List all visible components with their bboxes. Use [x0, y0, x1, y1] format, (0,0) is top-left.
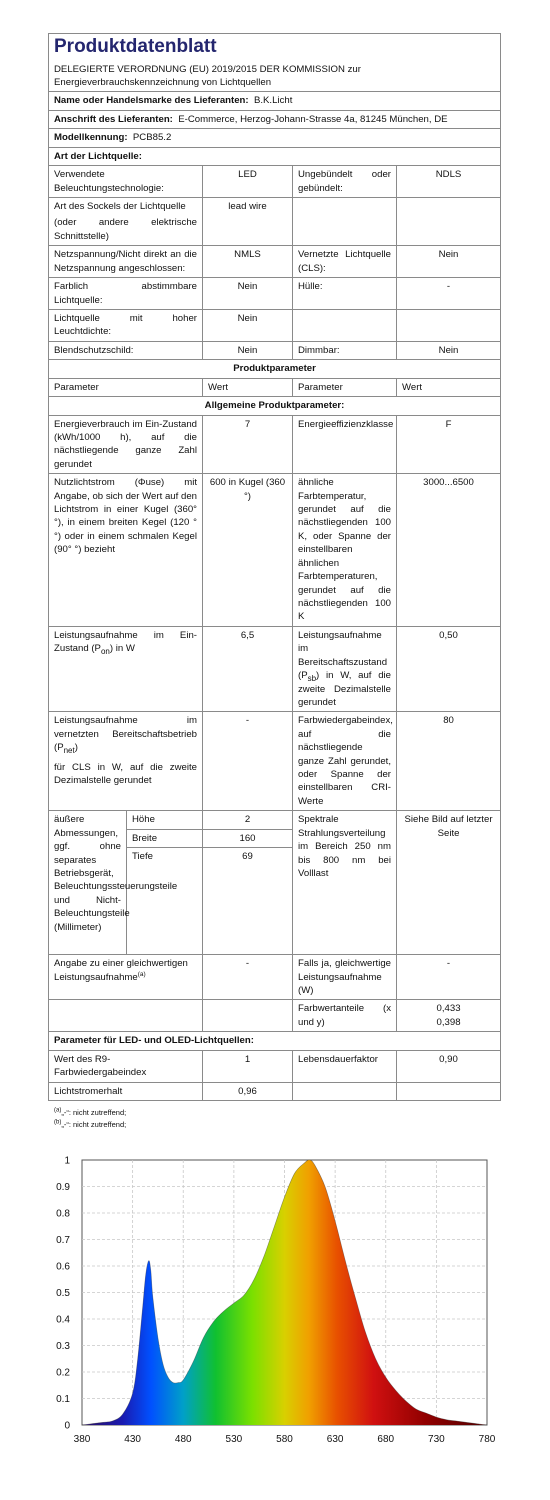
pnet-label-sub: net	[63, 746, 75, 756]
beam-label: Ungebündelt oder gebündelt:	[293, 166, 397, 198]
y-tick-label: 0.2	[56, 1367, 70, 1379]
supplier-address-label: Anschrift des Lieferanten:	[54, 113, 173, 125]
pon-label-sub: on	[100, 647, 110, 657]
pon-value: 6,5	[203, 626, 293, 712]
spd-value: Siehe Bild auf letzter Seite	[397, 811, 501, 955]
spd-label: Spektrale Strahlungsverteilung im Bereich 250 nm bis 800 nm bei Volllast	[293, 811, 397, 955]
equiv-label	[49, 955, 203, 1000]
footnote-a-text: „-“: nicht zutreffend;	[61, 1107, 127, 1117]
model-value: PCB85.2	[132, 132, 172, 144]
psb-label-sub: sb	[307, 674, 317, 683]
led-parameters-heading: Parameter für LED- und OLED-Lichtquellen:	[49, 1032, 501, 1050]
table-row	[49, 955, 501, 1000]
y-tick-label: 0.4	[56, 1314, 70, 1326]
y-tick-label: 0.8	[56, 1208, 70, 1220]
psb-label	[293, 626, 397, 712]
psb-label-text: Leistungsaufnahme im Bereitschaftszustand (P	[298, 629, 388, 682]
r9-value: 1	[203, 1050, 293, 1082]
cct-value: 3000...6500	[397, 474, 501, 627]
dim-height-label: Höhe	[127, 811, 203, 829]
empty-cell	[397, 1082, 501, 1100]
x-tick-label: 530	[225, 1434, 243, 1445]
table-row	[49, 1000, 501, 1032]
x-tick-label: 630	[326, 1434, 344, 1445]
flux-value: 600 in Kugel (360 °)	[203, 474, 293, 627]
pnet-label-note: für CLS in W, auf die zweite Dezimalstelle gerundet	[54, 761, 197, 787]
envelope-value: -	[397, 278, 501, 310]
table-row	[49, 1082, 501, 1100]
datasheet-table	[48, 33, 501, 1101]
general-parameters-heading: Allgemeine Produktparameter:	[49, 397, 501, 415]
cct-label: ähnliche Farbtemperatur, gerundet auf die nächstliegenden 100 K, oder Spanne der einstellbaren ähnlichen Farbtemperaturen, gerundet auf die nächstliegenden 100 K	[293, 474, 397, 627]
pnet-label	[49, 712, 203, 811]
table-row	[49, 415, 501, 474]
equiv2-value: -	[397, 955, 501, 1000]
tech-value: LED	[203, 166, 293, 198]
supplier-name-label: Name oder Handelsmarke des Lieferanten:	[54, 95, 249, 107]
tunable-label: Farblich abstimmbare Lichtquelle:	[49, 278, 203, 310]
y-tick-label: 0.7	[56, 1235, 70, 1246]
empty-cell	[203, 1000, 293, 1032]
footnote-b-text: „-“: nicht zutreffend;	[61, 1119, 127, 1129]
table-row	[49, 341, 501, 359]
pnet-label-text: Leistungsaufnahme im vernetzten Bereitschaftsbetrieb (P	[54, 715, 197, 754]
regulation-intro: DELEGIERTE VERORDNUNG (EU) 2019/2015 DER KOMMISSION zur Energieverbrauchskennzeichnung von Lichtquellen	[49, 63, 501, 92]
dim-depth-value: 69	[203, 848, 293, 955]
supplier-address-row	[49, 110, 501, 128]
col-header-parameter-2: Parameter	[293, 378, 397, 396]
socket-value: lead wire	[203, 198, 293, 246]
y-tick-label: 0.1	[56, 1394, 70, 1405]
table-row	[49, 712, 501, 811]
mains-value: NMLS	[203, 246, 293, 278]
x-tick-label: 430	[124, 1434, 141, 1445]
dim-width-label: Breite	[127, 829, 203, 847]
equiv-label-sup: (a)	[137, 970, 146, 978]
empty-cell	[397, 198, 501, 246]
equiv-label-text: Angabe zu einer gleichwertigen Leistungsaufnahme	[54, 958, 188, 983]
pon-label	[49, 626, 203, 712]
footnotes	[48, 1107, 500, 1131]
beam-value: NDLS	[397, 166, 501, 198]
spectral-distribution-chart	[0, 1140, 550, 1460]
high-luminance-value: Nein	[203, 309, 293, 341]
dimmable-value: Nein	[397, 341, 501, 359]
table-row	[49, 474, 501, 627]
energy-label: Energieverbrauch im Ein-Zustand (kWh/1000 h), auf die nächstliegende ganze Zahl gerundet	[49, 415, 203, 474]
y-tick-label: 0	[64, 1420, 70, 1432]
product-data-sheet	[48, 33, 500, 1131]
y-tick-label: 0.5	[56, 1288, 70, 1299]
product-parameters-heading: Produktparameter	[49, 360, 501, 378]
dimmable-label: Dimmbar:	[293, 341, 397, 359]
equiv-value: -	[203, 955, 293, 1000]
pnet-value: -	[203, 712, 293, 811]
glare-value: Nein	[203, 341, 293, 359]
chroma-x: 0,433	[436, 1003, 461, 1015]
socket-label: Art des Sockels der Lichtquelle	[54, 201, 186, 213]
flux-label: Nutzlichtstrom (Φuse) mit Angabe, ob sich der Wert auf den Lichtstrom in einer Kugel (360° °), in einem breiten Kegel (120 °°) oder in einem schmalen Kegel (90° °) bezieht	[49, 474, 203, 627]
model-row	[49, 129, 501, 147]
empty-cell	[293, 309, 397, 341]
light-source-type-heading: Art der Lichtquelle:	[49, 147, 501, 165]
table-row	[49, 1050, 501, 1082]
cls-value: Nein	[397, 246, 501, 278]
empty-cell	[49, 1000, 203, 1032]
footnote-a	[54, 1107, 500, 1119]
empty-cell	[293, 198, 397, 246]
tech-label: Verwendete Beleuchtungstechnologie:	[49, 166, 203, 198]
cri-value: 80	[397, 712, 501, 811]
chroma-values	[397, 1000, 501, 1032]
col-header-value: Wert	[203, 378, 293, 396]
y-tick-label: 0.9	[56, 1182, 70, 1193]
page-title: Produktdatenblatt	[49, 34, 501, 63]
x-tick-label: 780	[478, 1434, 496, 1445]
y-tick-label: 1	[64, 1155, 70, 1167]
x-tick-label: 380	[73, 1434, 91, 1445]
table-row	[49, 166, 501, 198]
mains-label: Netzspannung/Nicht direkt an die Netzspannung angeschlossen:	[49, 246, 203, 278]
dim-depth-label: Tiefe	[127, 848, 203, 955]
glare-label: Blendschutzschild:	[49, 341, 203, 359]
energy-value: 7	[203, 415, 293, 474]
dim-height-value: 2	[203, 811, 293, 829]
energy-class-label: Energieeffizienzklasse	[293, 415, 397, 474]
cri-label: Farbwiedergabeindex, auf die nächstliegende ganze Zahl gerundet, oder Spanne der einstellbaren CRI-Werte	[293, 712, 397, 811]
chroma-y: 0,398	[436, 1016, 461, 1028]
lumen-maintenance-label: Lichtstromerhalt	[49, 1082, 203, 1100]
pnet-label-text-end: )	[74, 742, 78, 754]
y-tick-label: 0.6	[56, 1261, 70, 1273]
cls-label: Vernetzte Lichtquelle (CLS):	[293, 246, 397, 278]
supplier-name-row	[49, 92, 501, 110]
x-tick-label: 730	[428, 1434, 445, 1445]
empty-cell	[397, 309, 501, 341]
equiv2-label: Falls ja, gleichwertige Leistungsaufnahme (W)	[293, 955, 397, 1000]
tunable-value: Nein	[203, 278, 293, 310]
pon-label-text-end: ) in W	[109, 643, 135, 655]
high-luminance-label: Lichtquelle mit hoher Leuchtdichte:	[49, 309, 203, 341]
table-row	[49, 626, 501, 712]
dim-width-value: 160	[203, 829, 293, 847]
psb-label-text-end: ) in W, auf die zweite Dezimalstelle gerundet	[298, 670, 391, 708]
col-header-parameter: Parameter	[49, 378, 203, 396]
x-tick-label: 480	[174, 1434, 192, 1445]
table-row	[49, 811, 501, 829]
table-row	[49, 198, 501, 246]
table-row	[49, 246, 501, 278]
r9-label: Wert des R9-Farbwiedergabeindex	[49, 1050, 203, 1082]
energy-class-value: F	[397, 415, 501, 474]
table-row	[49, 309, 501, 341]
empty-cell	[293, 1082, 397, 1100]
x-tick-label: 580	[276, 1434, 293, 1445]
lifetime-factor-value: 0,90	[397, 1050, 501, 1082]
lifetime-factor-label: Lebensdauerfaktor	[293, 1050, 397, 1082]
supplier-name-value: B.K.Licht	[253, 95, 293, 107]
table-row	[49, 278, 501, 310]
footnote-a-mark: (a)	[54, 1107, 62, 1114]
supplier-address-value: E-Commerce, Herzog-Johann-Strasse 4a, 81245 München, DE	[178, 113, 448, 125]
chroma-label: Farbwertanteile (x und y)	[293, 1000, 397, 1032]
col-header-value-2: Wert	[397, 378, 501, 396]
footnote-b-mark: (b)	[54, 1119, 62, 1126]
model-label: Modellkennung:	[54, 132, 128, 144]
envelope-label: Hülle:	[293, 278, 397, 310]
socket-label-note: (oder andere elektrische Schnittstelle)	[54, 217, 197, 242]
footnote-b	[54, 1119, 500, 1131]
column-header-row	[49, 378, 501, 396]
pon-label-text: Leistungsaufnahme im Ein-Zustand (P	[54, 629, 197, 655]
x-tick-label: 680	[377, 1434, 395, 1445]
psb-value: 0,50	[397, 626, 501, 712]
lumen-maintenance-value: 0,96	[203, 1082, 293, 1100]
y-tick-label: 0.3	[56, 1341, 70, 1352]
dimensions-label: äußere Abmessungen, ggf. ohne separates Betriebsgerät, Beleuchtungssteuerungsteile und Nicht-Beleuchtungsteile (Millimeter)	[49, 811, 127, 955]
